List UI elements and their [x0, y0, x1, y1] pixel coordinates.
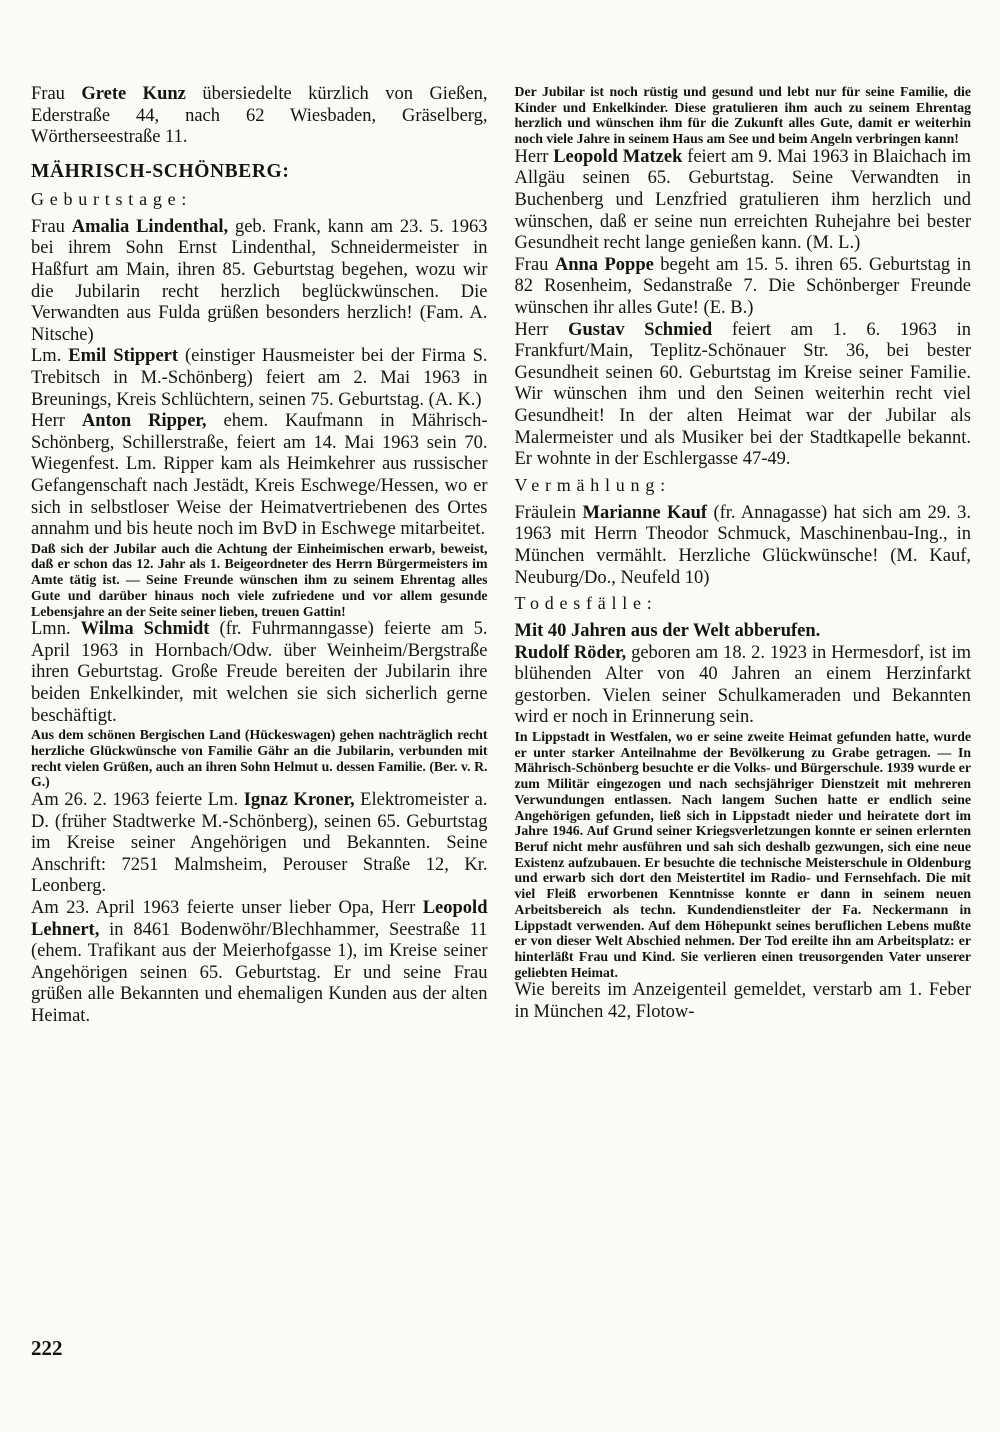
- paragraph: [31, 790, 488, 898]
- text-run: Elektromeister a. D. (früher Stadtwerke M.-Schönberg), seinen 65. Geburtstag im Kreise seiner Angehörigen und Bekannten. Seine Anschrift: 7251 Malmsheim, Perouser Straße 12, Kr. Leonberg.: [31, 789, 488, 897]
- text-run: ehem. Kaufmann in Mährisch-Schönberg, Schillerstraße, feiert am 14. Mai 1963 sein 70. Wiegenfest. Lm. Ripper kam als Heimkehrer aus russischer Gefangenschaft nach Jestädt, Kreis Eschwege/Hessen, wo er sich in selbstloser Weise der Heimatvertriebenen des Ortes annahm und bis heute noch im BvD in Eschwege mitarbeitet.: [31, 411, 488, 540]
- text-run: begeht am 15. 5. ihren 65. Geburtstag in 82 Rosenheim, Sedanstraße 7. Die Schönberger Freunde wünschen ihr alles Gute! (E. B.): [514, 254, 971, 318]
- text-run: Frau: [31, 84, 82, 104]
- text-run: Todesfälle:: [514, 593, 658, 614]
- bold-text-run: Ignaz Kroner,: [243, 789, 355, 810]
- bold-text-run: Gustav Schmied: [568, 319, 713, 340]
- paragraph: [31, 84, 488, 149]
- text-run: (fr. Fuhrmanngasse) feierte am 5. April 1963 in Hornbach/Odw. über Weinheim/Bergstraße ihren Geburtstag. Große Freude bereiten der Jubilarin ihre beiden Enkelkinder, mit welchen sie sich sicherlich gerne beschäftigt.: [31, 619, 488, 726]
- text-run: Lmn.: [31, 619, 81, 640]
- text-run: Herr: [514, 319, 569, 340]
- text-run: Frau: [514, 254, 555, 275]
- text-run: In Lippstadt in Westfalen, wo er seine zweite Heimat gefunden hatte, wurde er unter starker Anteilnahme der Bevölkerung zu Grabe getragen. — In Mährisch-Schönberg besuchte er die Volks- und Bürgerschule. 1939 wurde er zum Militär eingezogen und nach sechsjähriger Dienstzeit mit mehreren Verwundungen entlassen. Nach langem Suchen hatte er endlich seine Angehörigen gefunden, ließ sich in Lippstadt nieder und heiratete dort im Jahre 1946. Auf Grund seiner Kriegsverletzungen konnte er seinen erlernten Beruf nicht mehr ausführen und sah sich deshalb gezwungen, sich eine neue Existenz aufzubauen. Er besuchte die technische Meisterschule in Oldenburg und erwarb sich dort den Meistertitel im Radio- und Fernsehfach. Die mit viel Fleiß erworbenen Kenntnisse konnte er dann in seinem neuen Arbeitsbereich als techn. Kundendienstleiter der Fa. Neckermann in Lippstadt verwenden. Auf dem Höhepunkt seines beruflichen Lebens mußte er von dieser Welt Abschied nehmen. Der Tod ereilte ihn am Arbeitsplatz: er hinterläßt Frau und Kind. Sie verlieren einen treusorgenden Vater unserer geliebten Heimat.: [514, 729, 971, 980]
- text-run: Lm.: [31, 346, 69, 367]
- text-run: Am 26. 2. 1963 feierte Lm.: [31, 789, 244, 810]
- text-run: Daß sich der Jubilar auch die Achtung der Einheimischen erwarb, beweist, daß er schon das 12. Jahr als 1. Beigeordneter des Herrn Bürgermeisters im Amte tätig ist. — Seine Freunde wünschen ihm zu seinem Ehrentag alles Gute und darüber hinaus noch viele zufriedene und vor allem gesunde Lebensjahre an der Seite seiner lieben, treuen Gattin!: [31, 540, 488, 619]
- paragraph: [515, 980, 972, 1023]
- subsection-heading: [515, 593, 972, 614]
- text-run: Frau: [31, 216, 72, 237]
- bold-text-run: MÄHRISCH-SCHÖNBERG:: [31, 160, 290, 182]
- bold-text-run: Mit 40 Jahren aus der Welt abberufen.: [514, 621, 821, 642]
- bold-text-run: Anna Poppe: [554, 254, 654, 275]
- paragraph: [515, 503, 972, 589]
- paragraph: [31, 898, 488, 1028]
- text-run: geboren am 18. 2. 1923 in Hermesdorf, ist im blühenden Alter von 40 Jahren an einem Herzinfarkt gestorben. Vielen seiner Schulkameraden und Bekannten wird er noch in Erinnerung sein.: [514, 642, 971, 728]
- paragraph: [31, 619, 488, 727]
- paragraph: [515, 621, 972, 643]
- subsection-heading: [515, 475, 972, 496]
- bold-text-run: Wilma Schmidt: [80, 619, 210, 640]
- text-run: übersiedelte kürzlich von Gießen, Ederstraße 44, nach 62 Wiesbaden, Gräselberg, Wörtherseestraße 11.: [31, 84, 488, 148]
- paragraph: [31, 217, 488, 347]
- text-run: (einstiger Hausmeister bei der Firma S. Trebitsch in M.-Schönberg) feiert am 2. Mai 1963 in Breunings, Kreis Schlüchtern, seinen 75. Geburtstag. (A. K.): [31, 346, 488, 410]
- text-run: feiert am 9. Mai 1963 in Blaichach im Allgäu seinen 65. Geburtstag. Seine Verwandten in Buchenberg und Lenzfried gratulieren ihm herzlich und wünschen, daß er seine nun erreichten Ruhejahre bei bester Gesundheit recht lange genießen kann. (M. L.): [514, 146, 971, 254]
- paragraph: [31, 346, 488, 411]
- bold-text-run: Rudolf Röder,: [514, 642, 627, 663]
- bold-text-run: Leopold Lehnert,: [31, 897, 488, 940]
- text-run: Aus dem schönen Bergischen Land (Hückeswagen) gehen nachträglich recht herzliche Glückwünsche von Familie Gähr an die Jubilarin, verbunden mit recht vielen Grüßen, auch an ihren Sohn Helmut u. dessen Familie. (Ber. v. R. G.): [31, 727, 488, 790]
- bold-text-run: Leopold Matzek: [553, 146, 683, 167]
- right-column: [515, 84, 972, 1028]
- paragraph: [515, 147, 972, 255]
- text-run: in 8461 Bodenwöhr/Blechhammer, Seestraße 11 (ehem. Trafikant aus der Meierhofgasse 1), im Kreise seiner Angehörigen seinen 65. Geburtstag. Er und seine Frau grüßen alle Bekannten und ehemaligen Kunden aus der alten Heimat.: [31, 919, 488, 1026]
- paragraph: [515, 643, 972, 729]
- paragraph: [31, 411, 488, 541]
- text-run: Herr: [514, 146, 554, 167]
- bold-text-run: Emil Stippert: [68, 346, 179, 367]
- bold-text-run: Marianne Kauf: [582, 502, 708, 523]
- text-run: Geburtstage:: [31, 188, 193, 209]
- text-run: Herr: [31, 411, 82, 432]
- bold-text-run: Grete Kunz: [81, 84, 186, 104]
- text-run: (fr. Annagasse) hat sich am 29. 3. 1963 mit Herrn Theodor Schmuck, Maschinenbau-Ing., in München vermählt. Herzliche Glückwünsche! (M. Kauf, Neuburg/Do., Neufeld 10): [514, 502, 971, 588]
- small-print-paragraph: [31, 541, 488, 620]
- bold-text-run: Anton Ripper,: [81, 411, 207, 432]
- text-run: Der Jubilar ist noch rüstig und gesund und lebt nur für seine Familie, die Kinder und Enkelkinder. Diese gratulieren ihm auch zu seinem Ehrentag herzlich und wünschen ihm für die Zukunft alles Gute, damit er weiterhin noch viele Jahre in seinem Haus am See und beim Angeln verbringen kann!: [514, 84, 971, 147]
- left-column: [31, 84, 488, 1028]
- small-print-paragraph: [515, 84, 972, 147]
- small-print-paragraph: [515, 729, 972, 980]
- paragraph: [515, 320, 972, 471]
- section-heading: [31, 161, 488, 183]
- page-number: 222: [31, 1336, 63, 1360]
- subsection-heading: [31, 189, 488, 210]
- text-run: Wie bereits im Anzeigenteil gemeldet, verstarb am 1. Feber in München 42, Flotow-: [514, 980, 971, 1022]
- text-run: Fräulein: [514, 502, 583, 523]
- text-run: Am 23. April 1963 feierte unser lieber Opa, Herr: [31, 897, 423, 918]
- text-run: geb. Frank, kann am 23. 5. 1963 bei ihrem Sohn Ernst Lindenthal, Schneidermeister in Haßfurt am Main, ihren 85. Geburtstag begehen, wozu wir die Jubilarin recht herzlich beglückwünschen. Die Verwandten aus Fulda grüßen besonders herzlich! (Fam. A. Nitsche): [31, 216, 488, 345]
- bold-text-run: Amalia Lindenthal,: [71, 216, 229, 237]
- small-print-paragraph: [31, 727, 488, 790]
- text-run: Vermählung:: [514, 474, 671, 495]
- paragraph: [515, 255, 972, 320]
- text-run: feiert am 1. 6. 1963 in Frankfurt/Main, Teplitz-Schönauer Str. 36, bei bester Gesundheit seinen 60. Geburtstag im Kreise seiner Familie. Wir wünschen ihm und den Seinen weiterhin recht viel Gesundheit! In der alten Heimat war der Jubilar als Malermeister und als Musiker bei der Stadtkapelle bekannt. Er wohnte in der Eschlergasse 47-49.: [514, 319, 971, 470]
